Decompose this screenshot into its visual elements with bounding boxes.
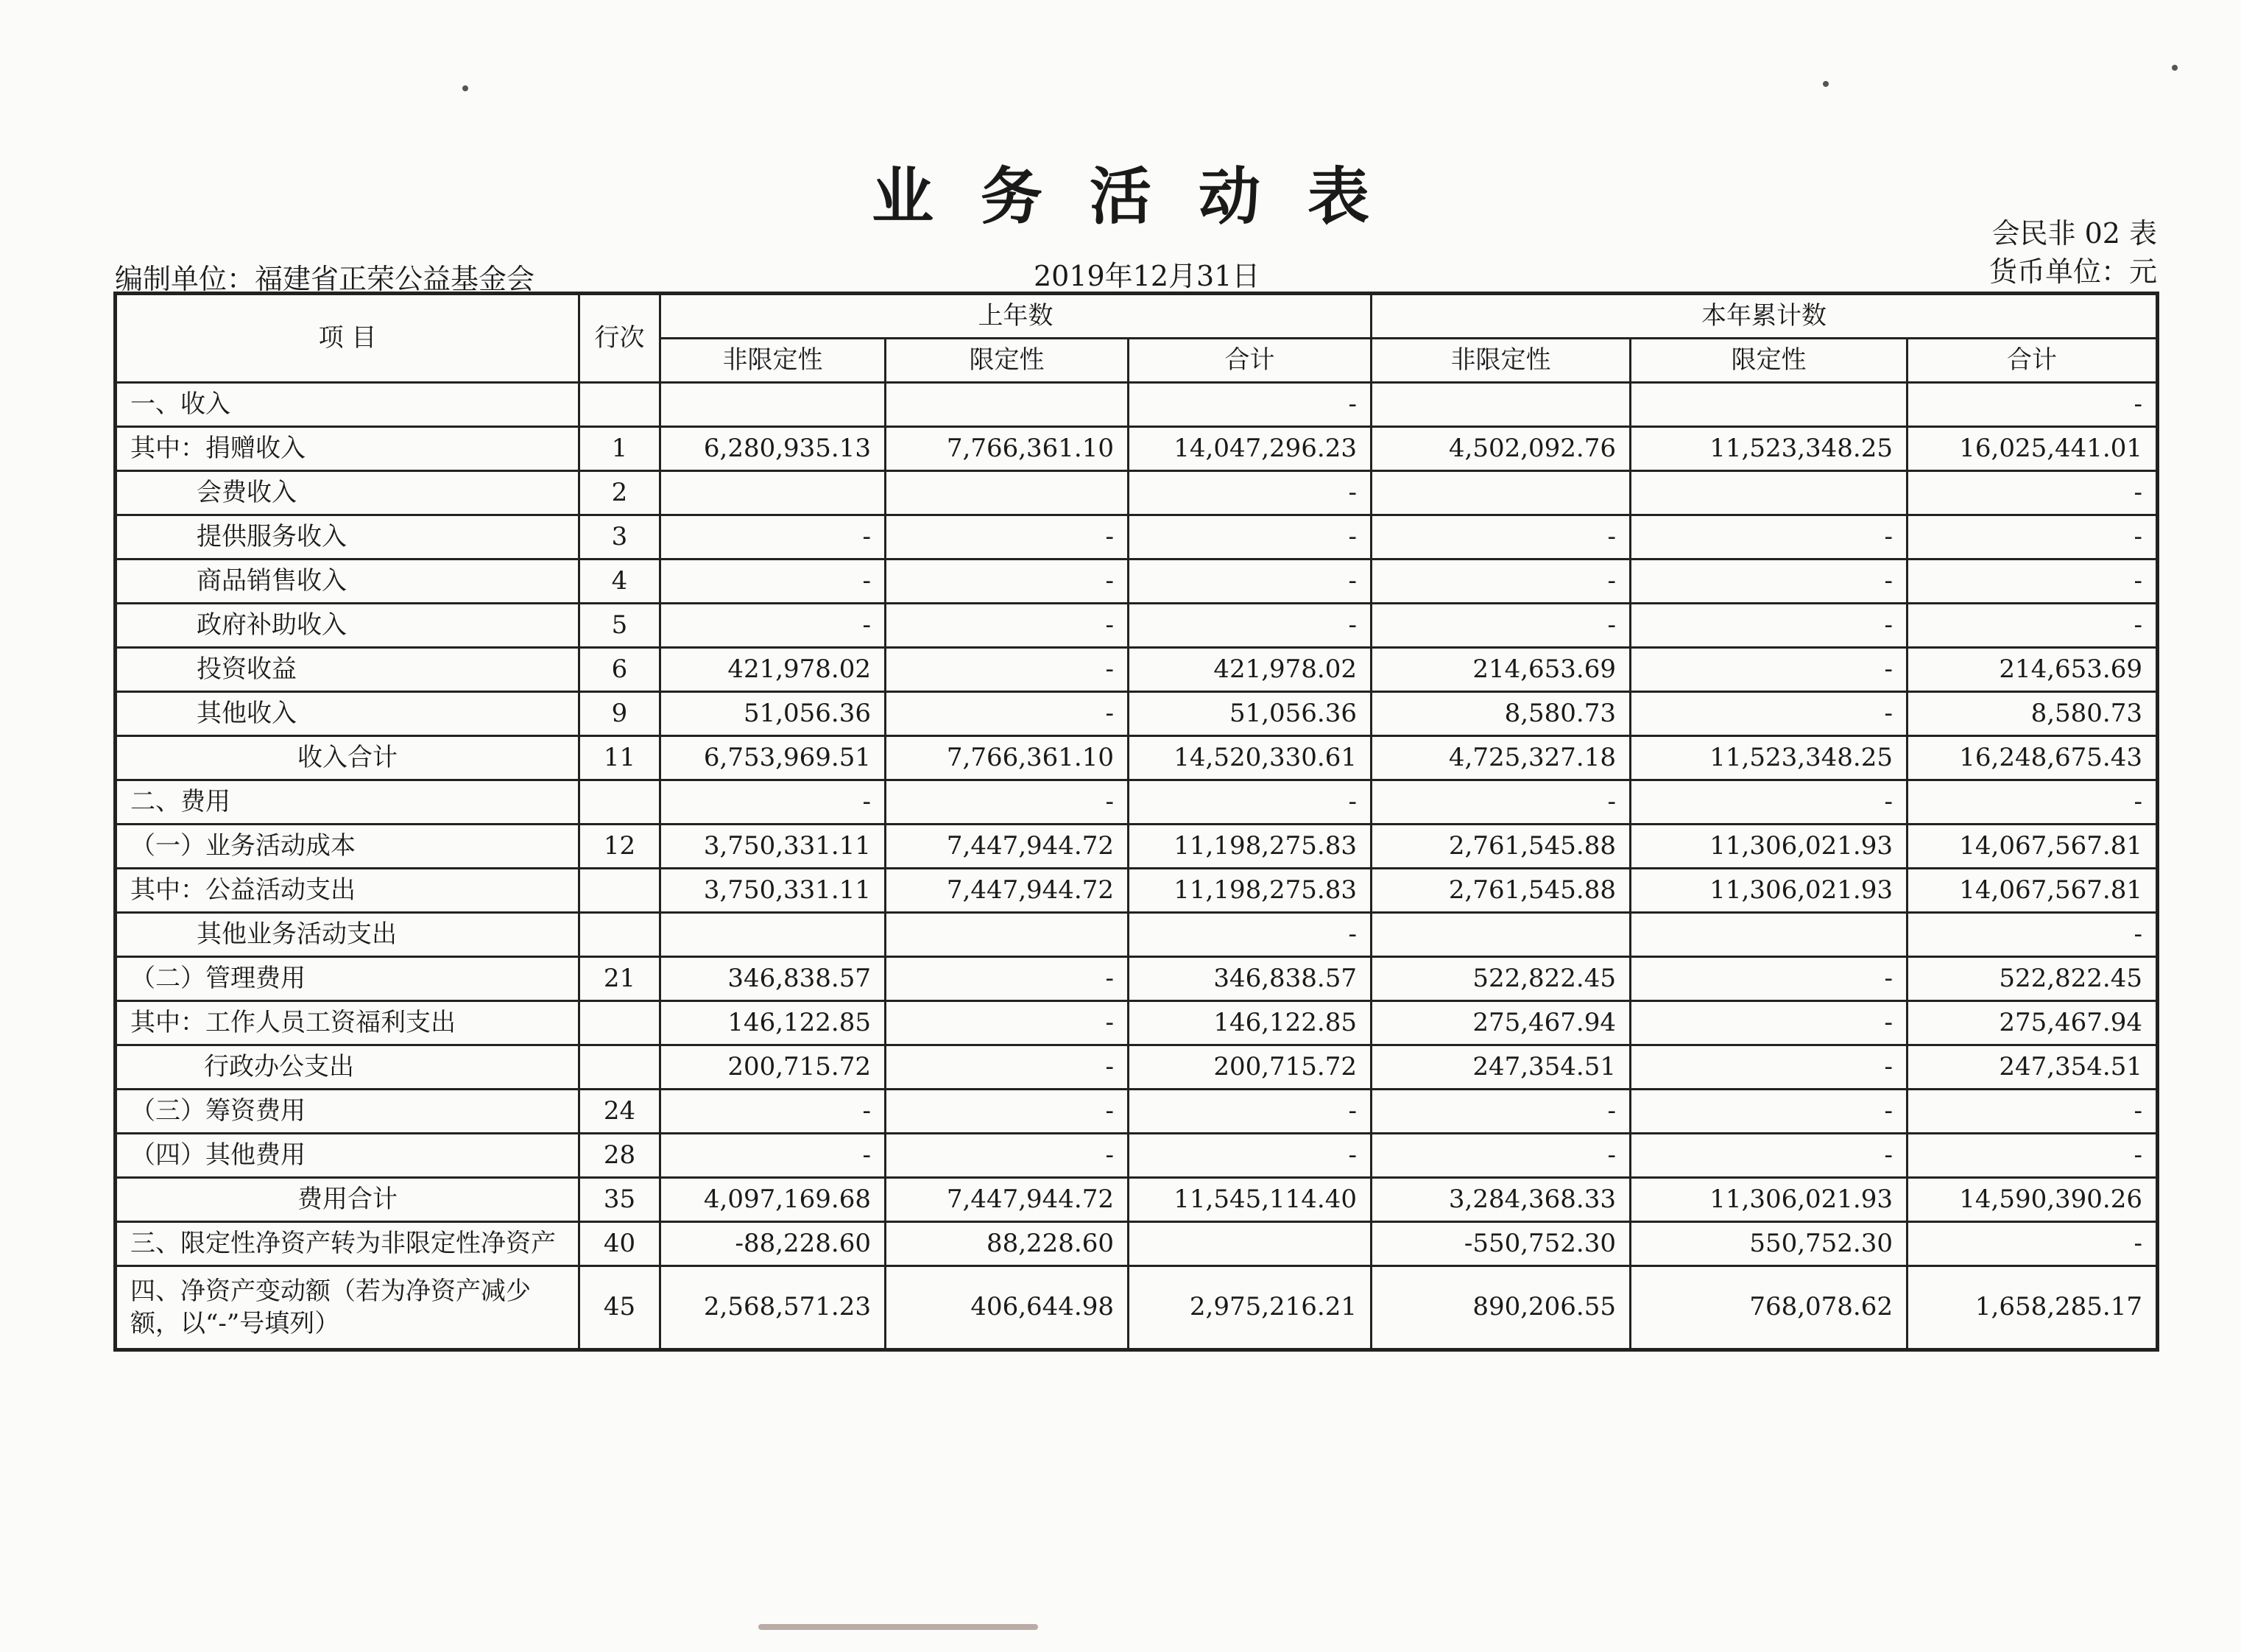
cell-p-r: 7,766,361.10 (886, 427, 1129, 471)
cell-c-r: 550,752.30 (1631, 1222, 1908, 1266)
cell-c-t: - (1908, 515, 2158, 560)
cell-p-u: 421,978.02 (660, 648, 886, 692)
cell-c-r: 11,523,348.25 (1631, 427, 1908, 471)
business-activity-table (113, 292, 2159, 1352)
cell-c-t: - (1908, 604, 2158, 648)
row-item-label: 二、费用 (116, 780, 579, 825)
cell-p-t: 11,198,275.83 (1129, 825, 1372, 869)
header-line-no: 行次 (579, 294, 660, 383)
row-line-no: 45 (579, 1266, 660, 1350)
cell-p-r: - (886, 515, 1129, 560)
cell-c-t: - (1908, 1222, 2158, 1266)
cell-p-u: - (660, 1134, 886, 1178)
cell-p-u: 146,122.85 (660, 1001, 886, 1045)
scan-speck (462, 85, 468, 91)
form-code: 会民非 02 表 (1991, 217, 2157, 250)
cell-c-r: - (1631, 957, 1908, 1001)
row-item-label: 提供服务收入 (116, 515, 579, 560)
cell-p-t: 11,545,114.40 (1129, 1178, 1372, 1222)
header-prev-unrestricted: 非限定性 (660, 339, 886, 383)
table-row (116, 1001, 2158, 1045)
cell-p-t: 14,047,296.23 (1129, 427, 1372, 471)
cell-c-u: - (1372, 515, 1631, 560)
table-row (116, 736, 2158, 780)
cell-c-u: -550,752.30 (1372, 1222, 1631, 1266)
row-item-label: 收入合计 (116, 736, 579, 780)
cell-c-u: - (1372, 1090, 1631, 1134)
table-row (116, 692, 2158, 736)
cell-c-r: - (1631, 1134, 1908, 1178)
scan-edge-mark (758, 1624, 1038, 1630)
row-line-no: 6 (579, 648, 660, 692)
row-line-no: 28 (579, 1134, 660, 1178)
cell-p-t: - (1129, 1090, 1372, 1134)
row-line-no: 21 (579, 957, 660, 1001)
table-row (116, 471, 2158, 515)
table-row (116, 427, 2158, 471)
table-row (116, 515, 2158, 560)
row-line-no: 40 (579, 1222, 660, 1266)
row-line-no (579, 780, 660, 825)
cell-p-t: 146,122.85 (1129, 1001, 1372, 1045)
cell-c-r (1631, 471, 1908, 515)
cell-c-t: 247,354.51 (1908, 1045, 2158, 1090)
cell-c-u: 890,206.55 (1372, 1266, 1631, 1350)
cell-c-u (1372, 471, 1631, 515)
cell-p-r: - (886, 1134, 1129, 1178)
cell-c-u: 214,653.69 (1372, 648, 1631, 692)
cell-c-u: - (1372, 780, 1631, 825)
row-item-label: 一、收入 (116, 383, 579, 427)
cell-c-u: 2,761,545.88 (1372, 825, 1631, 869)
cell-p-r: 7,447,944.72 (886, 825, 1129, 869)
cell-p-u (660, 471, 886, 515)
cell-c-u: 247,354.51 (1372, 1045, 1631, 1090)
row-line-no (579, 869, 660, 913)
table-row (116, 1090, 2158, 1134)
cell-p-r: 88,228.60 (886, 1222, 1129, 1266)
row-line-no: 35 (579, 1178, 660, 1222)
cell-p-u: 2,568,571.23 (660, 1266, 886, 1350)
table-row (116, 604, 2158, 648)
row-line-no (579, 383, 660, 427)
table-row (116, 1266, 2158, 1350)
cell-c-t: 522,822.45 (1908, 957, 2158, 1001)
table-row (116, 648, 2158, 692)
cell-p-t: 11,198,275.83 (1129, 869, 1372, 913)
row-item-label: 其中：工作人员工资福利支出 (116, 1001, 579, 1045)
cell-c-u: 3,284,368.33 (1372, 1178, 1631, 1222)
cell-p-u: - (660, 1090, 886, 1134)
row-item-label: （三）筹资费用 (116, 1090, 579, 1134)
cell-c-r (1631, 383, 1908, 427)
cell-c-u: 2,761,545.88 (1372, 869, 1631, 913)
cell-c-u: 275,467.94 (1372, 1001, 1631, 1045)
cell-c-t: 14,067,567.81 (1908, 869, 2158, 913)
row-item-label: 四、净资产变动额（若为净资产减少额，以“-”号填列） (116, 1266, 579, 1350)
cell-c-r: - (1631, 692, 1908, 736)
header-curr-unrestricted: 非限定性 (1372, 339, 1631, 383)
cell-c-r: 11,523,348.25 (1631, 736, 1908, 780)
cell-c-t: 214,653.69 (1908, 648, 2158, 692)
row-item-label: 其中：捐赠收入 (116, 427, 579, 471)
cell-c-t: - (1908, 383, 2158, 427)
row-line-no: 9 (579, 692, 660, 736)
cell-c-t: - (1908, 780, 2158, 825)
row-item-label: 政府补助收入 (116, 604, 579, 648)
cell-p-u (660, 383, 886, 427)
row-line-no: 1 (579, 427, 660, 471)
cell-p-u: 346,838.57 (660, 957, 886, 1001)
cell-p-u: - (660, 515, 886, 560)
cell-p-u: 6,280,935.13 (660, 427, 886, 471)
cell-p-r: 406,644.98 (886, 1266, 1129, 1350)
row-item-label: （一）业务活动成本 (116, 825, 579, 869)
row-line-no: 4 (579, 560, 660, 604)
cell-c-t: 8,580.73 (1908, 692, 2158, 736)
row-item-label: 商品销售收入 (116, 560, 579, 604)
cell-c-t: 275,467.94 (1908, 1001, 2158, 1045)
cell-p-t: 14,520,330.61 (1129, 736, 1372, 780)
cell-c-u: 4,502,092.76 (1372, 427, 1631, 471)
table-row (116, 825, 2158, 869)
cell-c-t: - (1908, 560, 2158, 604)
cell-c-r: 768,078.62 (1631, 1266, 1908, 1350)
row-item-label: 费用合计 (116, 1178, 579, 1222)
cell-p-r: - (886, 957, 1129, 1001)
cell-p-t: 51,056.36 (1129, 692, 1372, 736)
cell-p-t: - (1129, 913, 1372, 957)
document-title: 业务活动表 (871, 160, 1416, 233)
cell-c-t: 14,067,567.81 (1908, 825, 2158, 869)
cell-p-t: - (1129, 515, 1372, 560)
cell-c-t: - (1908, 471, 2158, 515)
table-row (116, 1178, 2158, 1222)
row-line-no: 2 (579, 471, 660, 515)
cell-c-r: - (1631, 1090, 1908, 1134)
cell-c-r: - (1631, 1045, 1908, 1090)
cell-p-r: - (886, 560, 1129, 604)
cell-p-r: - (886, 1045, 1129, 1090)
cell-p-u: 200,715.72 (660, 1045, 886, 1090)
cell-p-t: - (1129, 780, 1372, 825)
table-row (116, 913, 2158, 957)
row-line-no: 24 (579, 1090, 660, 1134)
cell-c-t: 14,590,390.26 (1908, 1178, 2158, 1222)
table-row (116, 1045, 2158, 1090)
cell-c-u: 522,822.45 (1372, 957, 1631, 1001)
cell-p-r: - (886, 648, 1129, 692)
cell-c-r: - (1631, 1001, 1908, 1045)
cell-p-u: -88,228.60 (660, 1222, 886, 1266)
row-item-label: （二）管理费用 (116, 957, 579, 1001)
header-item: 项 目 (116, 294, 579, 383)
header-prev-total: 合计 (1129, 339, 1372, 383)
row-line-no (579, 1045, 660, 1090)
cell-c-u (1372, 383, 1631, 427)
header-curr-restricted: 限定性 (1631, 339, 1908, 383)
cell-p-t (1129, 1222, 1372, 1266)
table-row (116, 383, 2158, 427)
scan-speck (1823, 81, 1829, 87)
cell-c-u: 4,725,327.18 (1372, 736, 1631, 780)
table-row (116, 780, 2158, 825)
cell-c-r: 11,306,021.93 (1631, 825, 1908, 869)
cell-p-t: 200,715.72 (1129, 1045, 1372, 1090)
cell-c-r: - (1631, 515, 1908, 560)
cell-p-t: - (1129, 383, 1372, 427)
preparing-organization: 编制单位：福建省正荣公益基金会 (115, 263, 535, 295)
cell-p-u: - (660, 604, 886, 648)
cell-p-u: - (660, 560, 886, 604)
cell-c-t: - (1908, 1134, 2158, 1178)
row-item-label: 其他收入 (116, 692, 579, 736)
cell-c-r: - (1631, 604, 1908, 648)
cell-p-t: - (1129, 604, 1372, 648)
cell-p-r (886, 913, 1129, 957)
cell-p-r: 7,766,361.10 (886, 736, 1129, 780)
cell-c-t: 16,248,675.43 (1908, 736, 2158, 780)
currency-unit: 货币单位：元 (1988, 255, 2157, 288)
cell-c-u: - (1372, 560, 1631, 604)
cell-p-r: 7,447,944.72 (886, 1178, 1129, 1222)
cell-c-r (1631, 913, 1908, 957)
header-prev-restricted: 限定性 (886, 339, 1129, 383)
row-line-no: 11 (579, 736, 660, 780)
table-row (116, 957, 2158, 1001)
cell-p-t: - (1129, 471, 1372, 515)
row-line-no (579, 913, 660, 957)
cell-p-r: - (886, 692, 1129, 736)
cell-p-t: 2,975,216.21 (1129, 1266, 1372, 1350)
cell-c-t: 1,658,285.17 (1908, 1266, 2158, 1350)
cell-c-t: - (1908, 913, 2158, 957)
row-item-label: 其他业务活动支出 (116, 913, 579, 957)
row-line-no: 12 (579, 825, 660, 869)
cell-p-u: 6,753,969.51 (660, 736, 886, 780)
row-item-label: 投资收益 (116, 648, 579, 692)
row-item-label: 其中：公益活动支出 (116, 869, 579, 913)
table-row (116, 1134, 2158, 1178)
cell-p-r: - (886, 1001, 1129, 1045)
table-row (116, 1222, 2158, 1266)
row-item-label: 行政办公支出 (116, 1045, 579, 1090)
cell-p-r (886, 471, 1129, 515)
cell-c-r: - (1631, 780, 1908, 825)
cell-p-r: - (886, 604, 1129, 648)
cell-p-u: 51,056.36 (660, 692, 886, 736)
report-date: 2019年12月31日 (1034, 260, 1260, 292)
cell-c-u (1372, 913, 1631, 957)
table-row (116, 560, 2158, 604)
cell-p-t: - (1129, 1134, 1372, 1178)
header-curr-year: 本年累计数 (1372, 294, 2158, 339)
cell-c-r: 11,306,021.93 (1631, 869, 1908, 913)
cell-c-r: 11,306,021.93 (1631, 1178, 1908, 1222)
cell-c-t: - (1908, 1090, 2158, 1134)
cell-c-t: 16,025,441.01 (1908, 427, 2158, 471)
cell-p-u (660, 913, 886, 957)
cell-p-u: 3,750,331.11 (660, 869, 886, 913)
cell-p-t: - (1129, 560, 1372, 604)
header-curr-total: 合计 (1908, 339, 2158, 383)
cell-p-u: 3,750,331.11 (660, 825, 886, 869)
cell-p-t: 421,978.02 (1129, 648, 1372, 692)
row-item-label: （四）其他费用 (116, 1134, 579, 1178)
row-line-no: 5 (579, 604, 660, 648)
row-item-label: 三、限定性净资产转为非限定性净资产 (116, 1222, 579, 1266)
cell-c-u: - (1372, 604, 1631, 648)
cell-c-r: - (1631, 648, 1908, 692)
cell-c-u: - (1372, 1134, 1631, 1178)
cell-p-r (886, 383, 1129, 427)
row-line-no (579, 1001, 660, 1045)
row-item-label: 会费收入 (116, 471, 579, 515)
cell-p-u: 4,097,169.68 (660, 1178, 886, 1222)
cell-p-t: 346,838.57 (1129, 957, 1372, 1001)
row-line-no: 3 (579, 515, 660, 560)
cell-p-u: - (660, 780, 886, 825)
scan-speck (2172, 65, 2178, 71)
cell-c-u: 8,580.73 (1372, 692, 1631, 736)
cell-c-r: - (1631, 560, 1908, 604)
cell-p-r: 7,447,944.72 (886, 869, 1129, 913)
cell-p-r: - (886, 780, 1129, 825)
cell-p-r: - (886, 1090, 1129, 1134)
table-row (116, 869, 2158, 913)
header-prev-year: 上年数 (660, 294, 1372, 339)
